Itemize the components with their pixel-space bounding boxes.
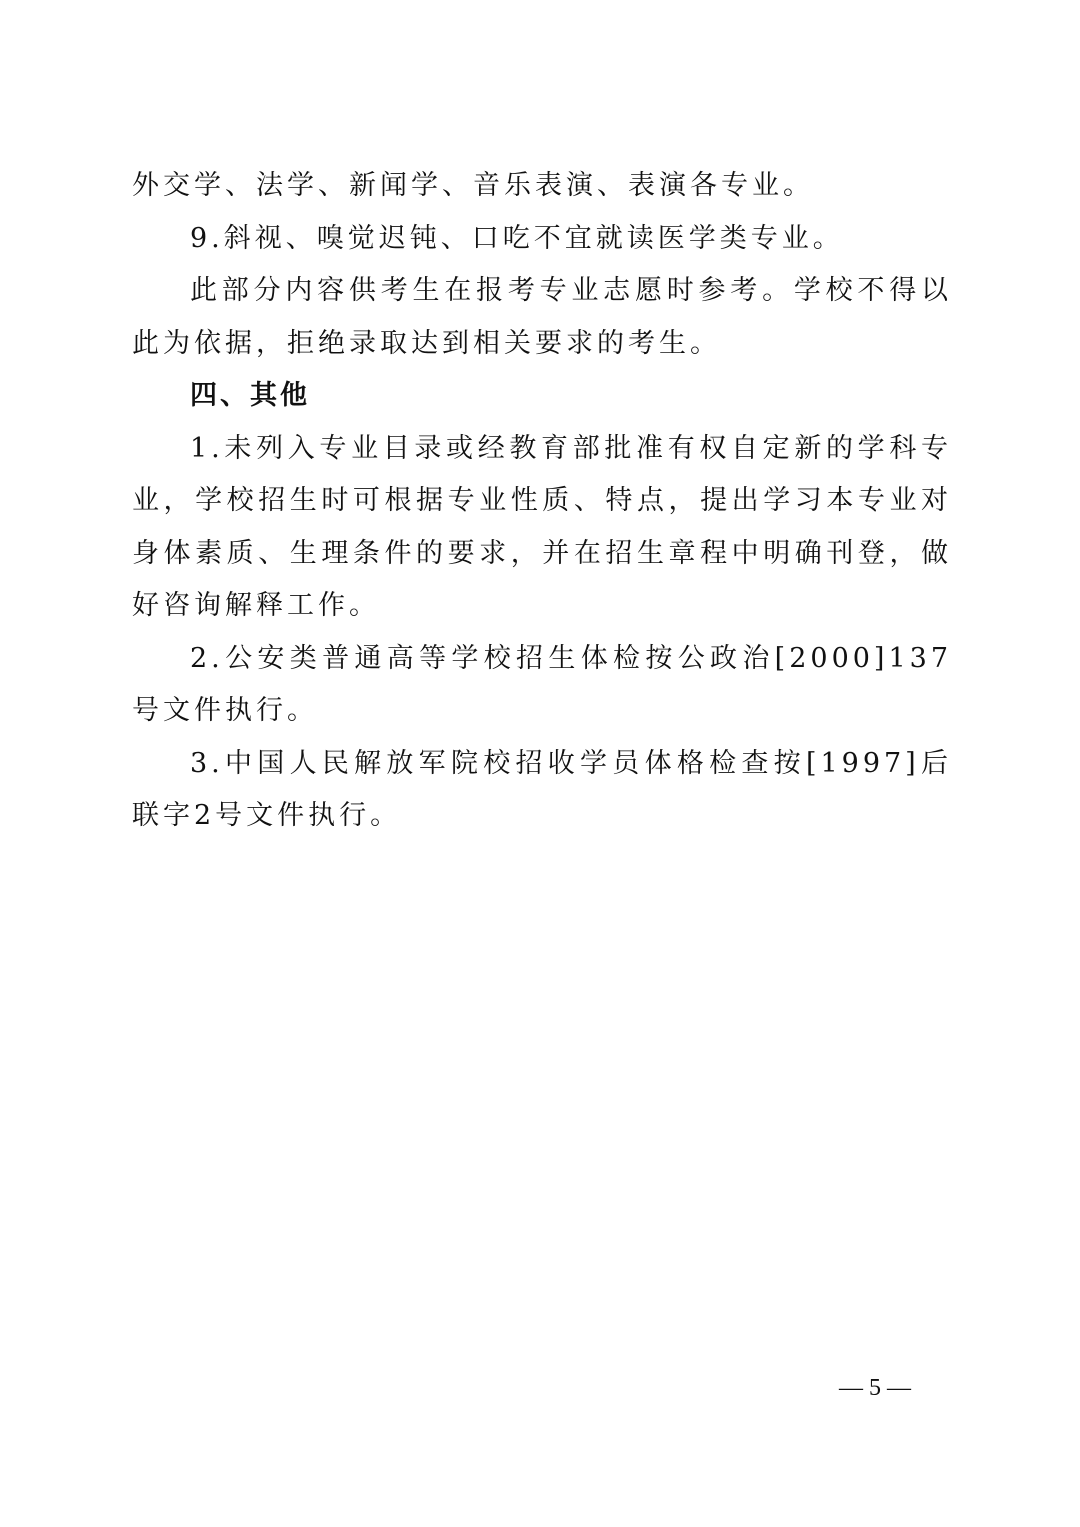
paragraph-item-3: 3.中国人民解放军院校招收学员体格检查按[1997]后联字2号文件执行。 xyxy=(132,747,952,831)
paragraph-item-1: 1.未列入专业目录或经教育部批准有权自定新的学科专业，学校招生时可根据专业性质、特点，提出学习本专业对身体素质、生理条件的要求，并在招生章程中明确刊登，做好咨询解释工作。 xyxy=(132,432,952,621)
page-number: — 5 — xyxy=(839,1375,911,1401)
section-heading-other: 四、其他 xyxy=(190,380,310,411)
paragraph-item-9: 9.斜视、嗅觉迟钝、口吃不宜就读医学类专业。 xyxy=(190,222,844,254)
document-body xyxy=(132,160,952,843)
paragraph-item-2: 2.公安类普通高等学校招生体检按公政治[2000]137号文件执行。 xyxy=(132,642,952,726)
paragraph-continuation: 外交学、法学、新闻学、音乐表演、表演各专业。 xyxy=(132,170,814,201)
paragraph-note: 此部分内容供考生在报考专业志愿时参考。学校不得以此为依据，拒绝录取达到相关要求的考生。 xyxy=(132,275,952,359)
